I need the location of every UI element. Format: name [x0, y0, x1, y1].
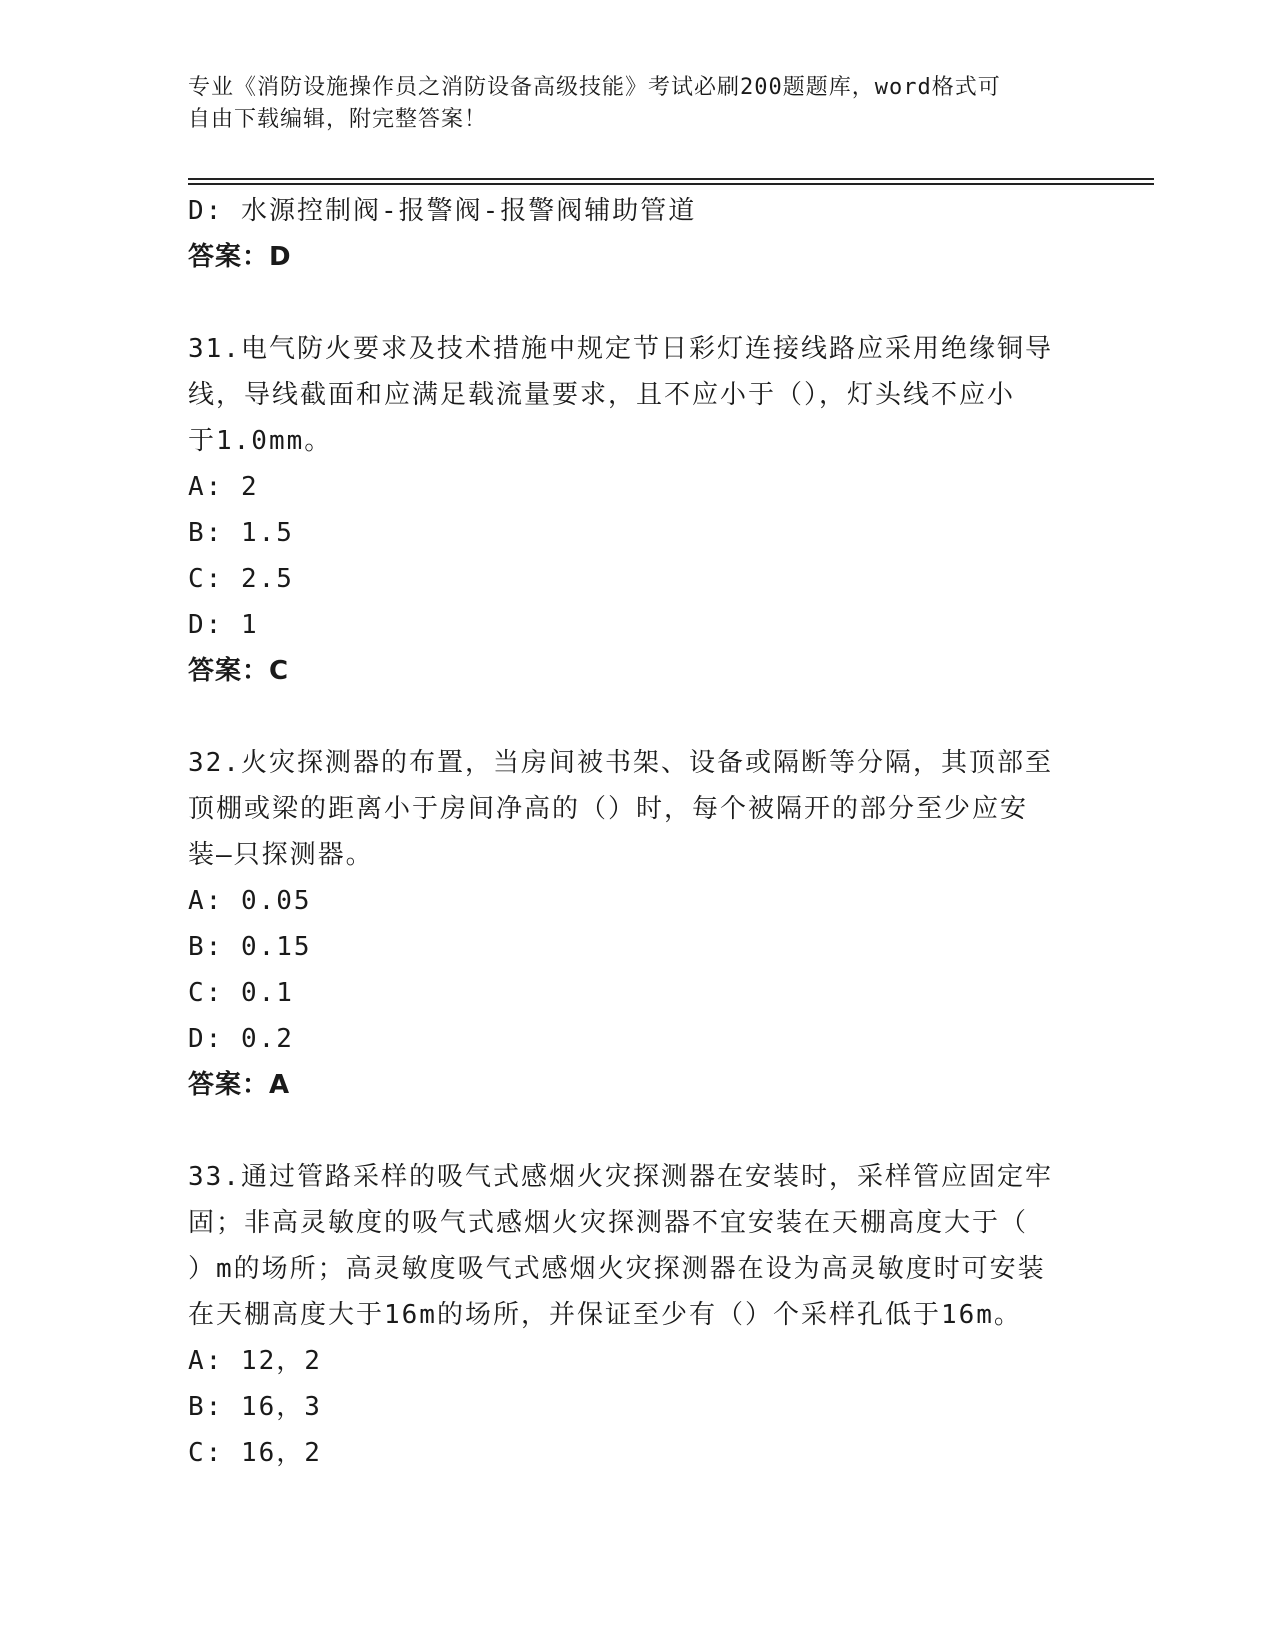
option-d: D: 1	[188, 610, 259, 640]
option-a: A: 0.05	[188, 886, 312, 916]
question-stem-line: ）m的场所；高灵敏度吸气式感烟火灾探测器在设为高灵敏度时可安装	[188, 1254, 1046, 1284]
answer-line: 答案：A	[188, 1070, 291, 1100]
option-c: C: 16，2	[188, 1438, 322, 1468]
option-a: A: 12，2	[188, 1346, 322, 1376]
question-30-tail	[188, 188, 1088, 280]
question-stem-line: 在天棚高度大于16m的场所，并保证至少有（）个采样孔低于16m。	[188, 1300, 1022, 1330]
question-31	[188, 326, 1088, 694]
question-stem-line: 33.通过管路采样的吸气式感烟火灾探测器在安装时，采样管应固定牢	[188, 1162, 1053, 1192]
option-b: B: 1.5	[188, 518, 294, 548]
question-stem-line: 固；非高灵敏度的吸气式感烟火灾探测器不宜安装在天棚高度大于（	[188, 1208, 1029, 1238]
question-stem-line: 于1.0mm。	[188, 426, 333, 456]
question-stem-line: 装—只探测器。	[188, 840, 374, 870]
question-stem-line: 顶棚或梁的距离小于房间净高的（）时，每个被隔开的部分至少应安	[188, 794, 1029, 824]
header-divider-top	[188, 178, 1154, 180]
option-d: D: 水源控制阀-报警阀-报警阀辅助管道	[188, 196, 697, 226]
option-b: B: 16，3	[188, 1392, 322, 1422]
question-content	[188, 188, 1088, 1476]
question-33	[188, 1154, 1088, 1476]
header-line-2: 自由下载编辑，附完整答案！	[188, 107, 488, 132]
header-line-1: 专业《消防设施操作员之消防设备高级技能》考试必刷200题题库，word格式可	[188, 75, 1001, 100]
spacer	[188, 1108, 1088, 1154]
document-header	[188, 72, 1078, 136]
spacer	[188, 694, 1088, 740]
question-stem-line: 线，导线截面和应满足载流量要求，且不应小于（），灯头线不应小	[188, 380, 1016, 410]
spacer	[188, 280, 1088, 326]
answer-line: 答案：C	[188, 656, 290, 686]
option-d: D: 0.2	[188, 1024, 294, 1054]
question-stem-line: 31.电气防火要求及技术措施中规定节日彩灯连接线路应采用绝缘铜导	[188, 334, 1053, 364]
option-c: C: 0.1	[188, 978, 294, 1008]
answer-line: 答案：D	[188, 242, 292, 272]
header-divider-bottom	[188, 183, 1154, 185]
question-stem-line: 32.火灾探测器的布置，当房间被书架、设备或隔断等分隔，其顶部至	[188, 748, 1053, 778]
option-c: C: 2.5	[188, 564, 294, 594]
question-32	[188, 740, 1088, 1108]
option-b: B: 0.15	[188, 932, 312, 962]
option-a: A: 2	[188, 472, 259, 502]
